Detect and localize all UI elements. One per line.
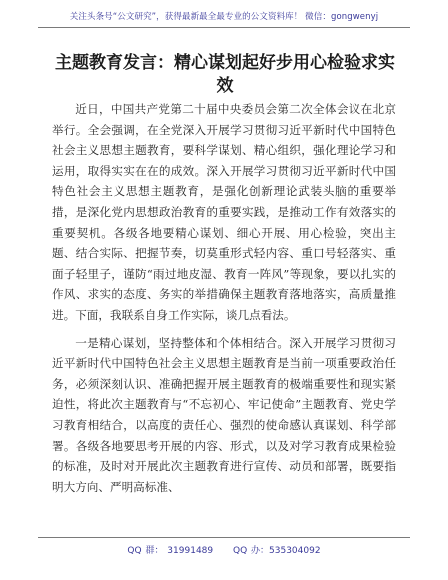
footer-qq-office: QQ 办：535304092 — [233, 546, 321, 556]
body-paragraph-1: 近日，中国共产党第二十届中央委员会第二次全体会议在北京举行。全会强调，在全党深入开展学习贯彻习近平新时代中国特色社会主义思想主题教育，要科学谋划、精心组织，强化理论学习和运用，取得实实在在的成效。深入开展学习贯彻习近平新时代中国特色社会主义思想主题教育，是强化创新理论武装头脑的重要举措，是深化党内思想政治教育的重要实践，是推动工作有效落实的重要契机。各级各地要精心谋划、细心开展、用心检验，突出主题、结合实际、把握节奏，切莫重形式轻内容、重口号轻落实、重面子轻里子，谨防“雨过地皮湿、教育一阵风”等现象，要以扎实的作风、求实的态度、务实的举措确保主题教育落地落实，高质量推进。下面，我联系自身工作实际，谈几点看法。 — [52, 102, 396, 322]
page-footer — [0, 543, 448, 556]
document-title: 主题教育发言：精心谋划起好步用心检验求实效 — [55, 53, 395, 96]
footer-divider — [38, 537, 410, 538]
footer-qq-group: QQ 群： 31991489 — [127, 546, 214, 556]
document-body — [52, 99, 396, 504]
page-header: 关注头条号“公文研究”，获得最新最全最专业的公文资料库！ 微信：gongwenyj — [69, 12, 379, 22]
header-divider — [38, 27, 410, 28]
body-paragraph-2: 一是精心谋划，坚持整体和个体相结合。深入开展学习贯彻习近平新时代中国特色社会主义思想主题教育是当前一项重要政治任务，必须深刻认识、准确把握开展主题教育的极端重要性和现实紧迫性，将此次主题教育与“不忘初心、牢记使命”主题教育、党史学习教育相结合，以高度的责任心、强烈的使命感认真谋划、科学部署。各级各地要思考开展的内容、形式，以及对学习教育成果检验的标准，及时对开展此次主题教育进行宣传、动员和部署，既要指明大方向、严明高标准、 — [52, 335, 396, 494]
